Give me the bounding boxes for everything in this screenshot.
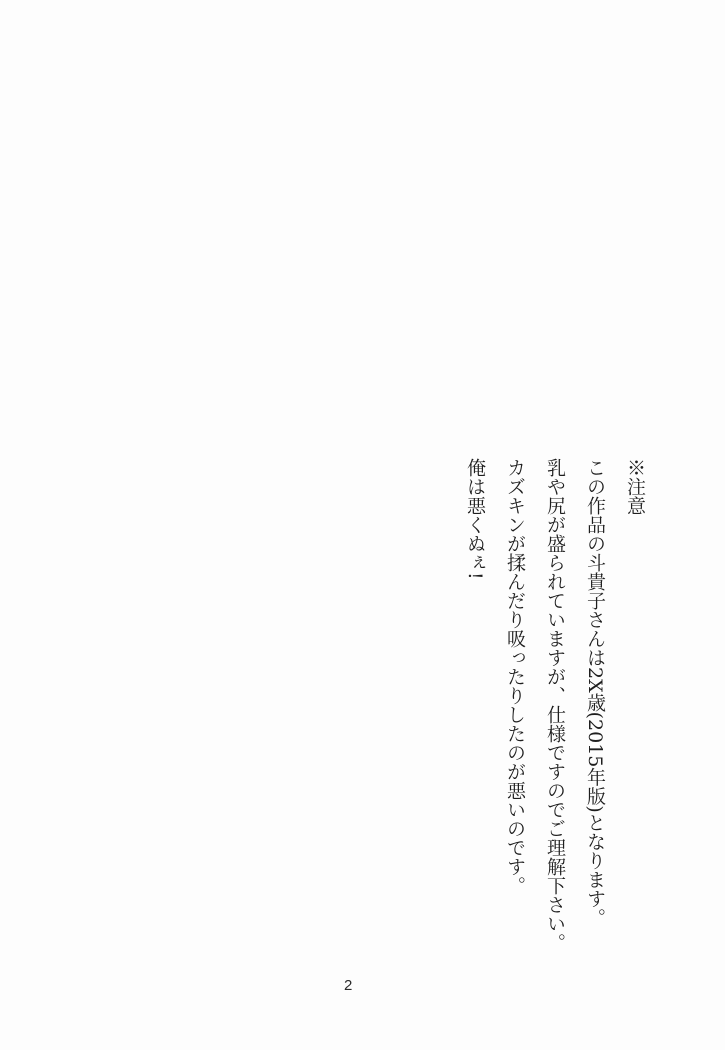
page-number: 2 — [344, 977, 353, 994]
notice-line: 乳や尻が盛られていますが、仕様ですのでご理解下さい。 — [544, 458, 566, 952]
notice-line: この作品の斗貴子さんは2X歳(2015年版)となります。 — [584, 458, 606, 927]
notice-line: カズキンが揉んだり吸ったりしたのが悪いのです。 — [504, 458, 526, 895]
notice-block — [455, 458, 655, 952]
notice-line: 俺は悪くぬぇ! — [464, 458, 486, 580]
notice-title: ※注意 — [624, 458, 646, 515]
